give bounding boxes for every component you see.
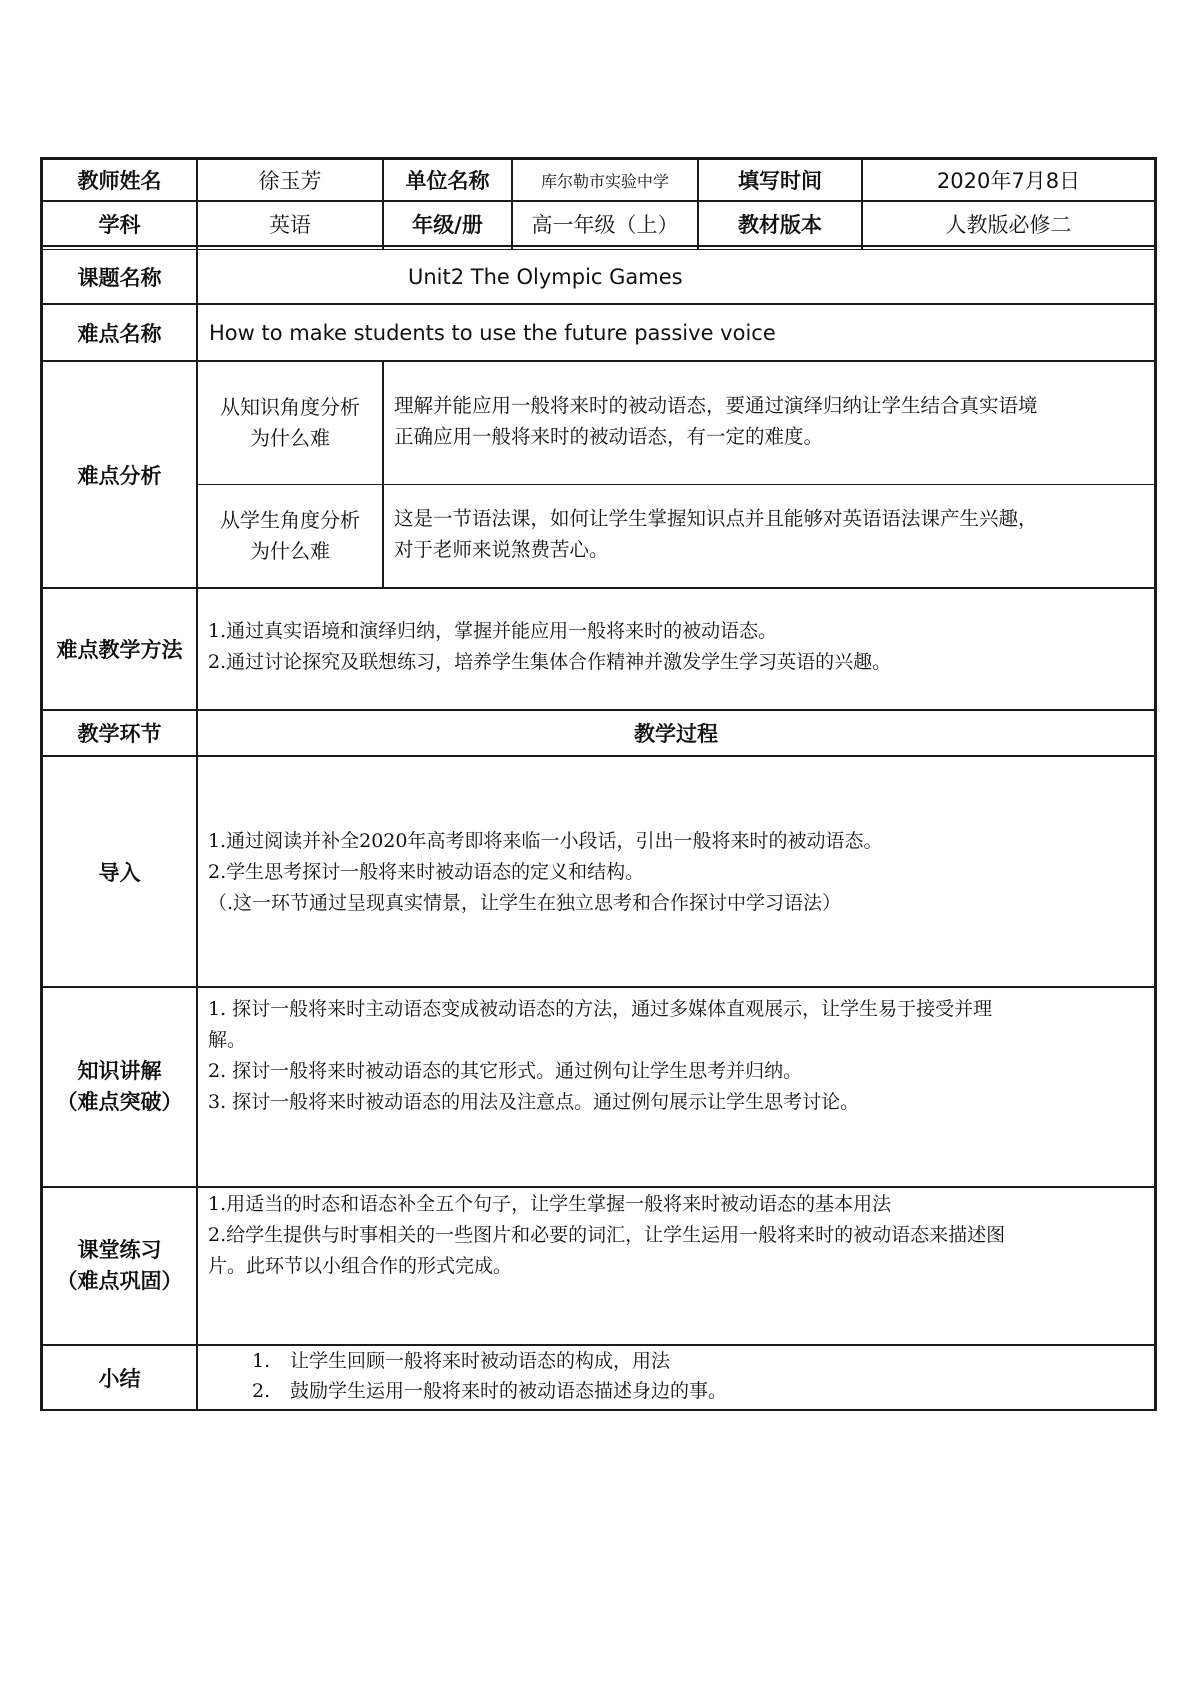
- intro-text: [208, 826, 1154, 919]
- summary-item-text: 鼓励学生运用一般将来时的被动语态描述身边的事。: [290, 1380, 728, 1402]
- student-angle-label: [198, 485, 382, 587]
- teacher-name-value: 徐玉芳: [258, 169, 322, 193]
- summary-list: [252, 1346, 1152, 1406]
- textbook-value: 人教版必修二: [945, 212, 1072, 237]
- knowledge-label-line2: （难点突破）: [56, 1090, 183, 1114]
- summary-item: [252, 1376, 1152, 1406]
- process-header: 教学过程: [634, 722, 718, 746]
- student-angle-label-line2: 为什么难: [250, 539, 330, 563]
- fill-date-label: 填写时间: [738, 169, 822, 193]
- student-angle-label-line1: 从学生角度分析: [220, 508, 360, 532]
- practice-line3: 片。此环节以小组合作的形式完成。: [208, 1255, 513, 1277]
- subject-label: 学科: [98, 212, 141, 237]
- intro-line3: （.这一环节通过呈现真实情景，让学生在独立思考和合作探讨中学习语法）: [208, 892, 842, 914]
- knowledge-angle-text-line1: 理解并能应用一般将来时的被动语态，要通过演绎归纳让学生结合真实语境: [394, 394, 1038, 417]
- knowledge-label-line1: 知识讲解: [77, 1059, 162, 1083]
- knowledge-line1: 1. 探讨一般将来时主动语态变成被动语态的方法，通过多媒体直观展示，让学生易于接受并理: [208, 998, 993, 1020]
- knowledge-text: [208, 994, 1154, 1118]
- teacher-name-label: 教师姓名: [77, 169, 162, 193]
- grade-value: 高一年级（上）: [531, 212, 679, 237]
- knowledge-angle-label-line2: 为什么难: [250, 426, 330, 450]
- knowledge-angle-text-line2: 正确应用一般将来时的被动语态，有一定的难度。: [394, 425, 824, 448]
- practice-label-line1: 课堂练习: [77, 1238, 162, 1262]
- difficulty-value: How to make students to use the future passive voice: [209, 320, 776, 345]
- practice-line1: 1.用适当的时态和语态补全五个句子，让学生掌握一般将来时被动语态的基本用法: [208, 1193, 892, 1215]
- knowledge-angle-label: [198, 362, 382, 484]
- unit-name-label: 单位名称: [405, 169, 490, 193]
- practice-label: [43, 1188, 196, 1344]
- knowledge-line2: 解。: [208, 1029, 247, 1051]
- intro-label: 导入: [98, 860, 141, 885]
- grade-label: 年级/册: [412, 212, 483, 237]
- summary-label: 小结: [98, 1366, 141, 1391]
- practice-line2: 2.给学生提供与时事相关的一些图片和必要的词汇，让学生运用一般将来时的被动语态来描述图: [208, 1224, 1006, 1246]
- practice-label-line2: （难点巩固）: [56, 1269, 183, 1293]
- summary-item-number: 1.: [252, 1350, 271, 1372]
- student-angle-text: [394, 503, 1154, 565]
- summary-item-number: 2.: [252, 1380, 271, 1402]
- stage-header: 教学环节: [77, 722, 162, 746]
- student-angle-text-line2: 对于老师来说煞费苦心。: [394, 538, 609, 561]
- analysis-label: 难点分析: [77, 463, 162, 488]
- knowledge-line4: 3. 探讨一般将来时被动语态的用法及注意点。通过例句展示让学生思考讨论。: [208, 1091, 860, 1113]
- subject-value: 英语: [269, 212, 311, 237]
- method-text: [208, 616, 1154, 678]
- knowledge-angle-text: [394, 390, 1154, 452]
- summary-item: [252, 1346, 1152, 1376]
- knowledge-angle-label-line1: 从知识角度分析: [220, 395, 360, 419]
- intro-line1: 1.通过阅读并补全2020年高考即将来临一小段话，引出一般将来时的被动语态。: [208, 830, 883, 852]
- knowledge-label: [43, 988, 196, 1186]
- summary-item-text: 让学生回顾一般将来时被动语态的构成，用法: [290, 1350, 671, 1372]
- knowledge-line3: 2. 探讨一般将来时被动语态的其它形式。通过例句让学生思考并归纳。: [208, 1060, 803, 1082]
- student-angle-text-line1: 这是一节语法课，如何让学生掌握知识点并且能够对英语语法课产生兴趣，: [394, 507, 1038, 530]
- method-line1: 1.通过真实语境和演绎归纳，掌握并能应用一般将来时的被动语态。: [208, 620, 778, 642]
- method-line2: 2.通过讨论探究及联想练习，培养学生集体合作精神并激发学生学习英语的兴趣。: [208, 651, 892, 673]
- topic-label: 课题名称: [77, 265, 162, 290]
- intro-line2: 2.学生思考探讨一般将来时被动语态的定义和结构。: [208, 861, 645, 883]
- fill-date-value: 2020年7月8日: [936, 169, 1081, 193]
- difficulty-label: 难点名称: [77, 321, 162, 346]
- method-label: 难点教学方法: [56, 638, 183, 662]
- textbook-label: 教材版本: [738, 212, 822, 237]
- topic-value: Unit2 The Olympic Games: [408, 264, 683, 289]
- unit-name-value: 库尔勒市实验中学: [540, 171, 669, 191]
- practice-text: [208, 1189, 1154, 1282]
